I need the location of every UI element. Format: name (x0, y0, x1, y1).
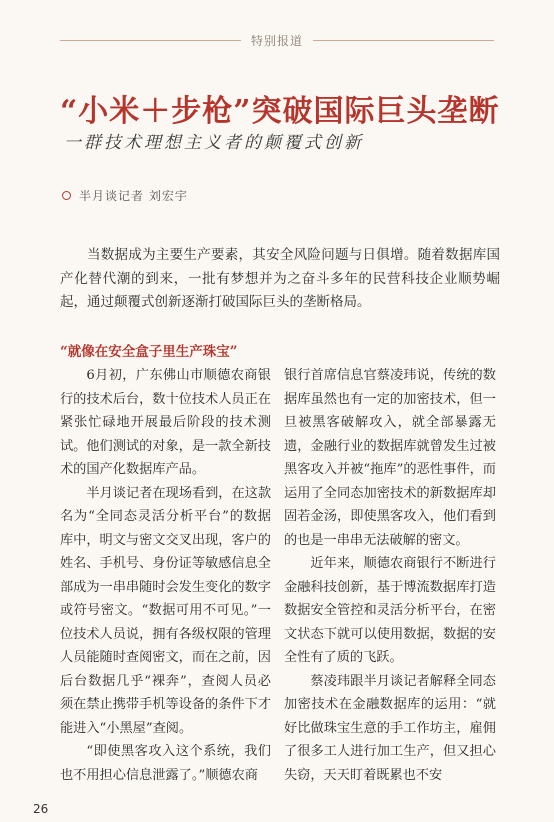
lead-text: 当数据成为主要生产要素，其安全风险问题与日俱增。随着数据库国产化替代潮的到来，一批有梦想并为之奋斗多年的民营科技企业顺势崛起，通过颠覆式创新逐渐打破国际巨头的垄断格局。 (60, 247, 500, 310)
lead-paragraph (60, 244, 500, 315)
paragraph: 蔡凌玮跟半月谈记者解释全同态加密技术在金融数据库的运用：“就好比做珠宝生意的手工作坊主，雇佣了很多工人进行加工生产，但又担心失窃，天天盯着既累也不安 (284, 673, 496, 783)
paragraph: “即使黑客攻入这个系统，我们也不用担心信息泄露了。”顺德农商 (60, 744, 271, 783)
paragraph: 6月初，广东佛山市顺德农商银行的技术后台，数十位技术人员正在紧张忙碌地开展最后阶段的技术测试。他们测试的对象，是一款全新技术的国产化数据库产品。 (60, 368, 271, 477)
article-subtitle: 一群技术理想主义者的颠覆式创新 (64, 133, 364, 153)
paragraph: 半月谈记者在现场看到，在这款名为“全同态灵活分析平台”的数据库中，明文与密文交叉出现，客户的姓名、手机号、身份证等敏感信息全部成为一串串随时会发生变化的数字或符号密文。“数据可用不可见。”一位技术人员说，拥有各级权限的管理人员能随时查阅密文，而在之前，因后台数据几乎“裸奔”，查阅人员必须在禁止携带手机等设备的条件下才能进入“小黑屋”查阅。 (60, 485, 272, 736)
section-header (60, 31, 494, 49)
byline-circle-icon (62, 191, 71, 200)
column-left (60, 342, 271, 787)
paragraph: 银行首席信息官蔡凌玮说，传统的数据库虽然也有一定的加密技术，但一旦被黑客破解攻入，就全部暴露无遗，金融行业的数据库就曾发生过被黑客攻入并被“拖库”的恶性事件，而运用了全同态加密技术的新数据库却固若金汤，即使黑客攻入，他们看到的也是一串串无法破解的密文。 (284, 368, 496, 548)
column-right (284, 364, 496, 787)
section-label: 特别报道 (251, 33, 304, 48)
page-number: 26 (33, 802, 49, 816)
byline (62, 187, 188, 204)
header-rule-right (313, 40, 494, 41)
byline-text: 半月谈记者 刘宏宇 (79, 189, 188, 203)
section-subhead: “就像在安全盒子里生产珠宝” (60, 344, 238, 360)
paragraph: 近年来，顺德农商银行不断进行金融科技创新，基于博流数据库打造数据安全管控和灵活分析平台，在密文状态下就可以使用数据，数据的安全性有了质的飞跃。 (284, 556, 496, 665)
header-rule-left (60, 40, 241, 41)
article-title: “小米＋步枪”突破国际巨头垄断 (60, 94, 500, 129)
